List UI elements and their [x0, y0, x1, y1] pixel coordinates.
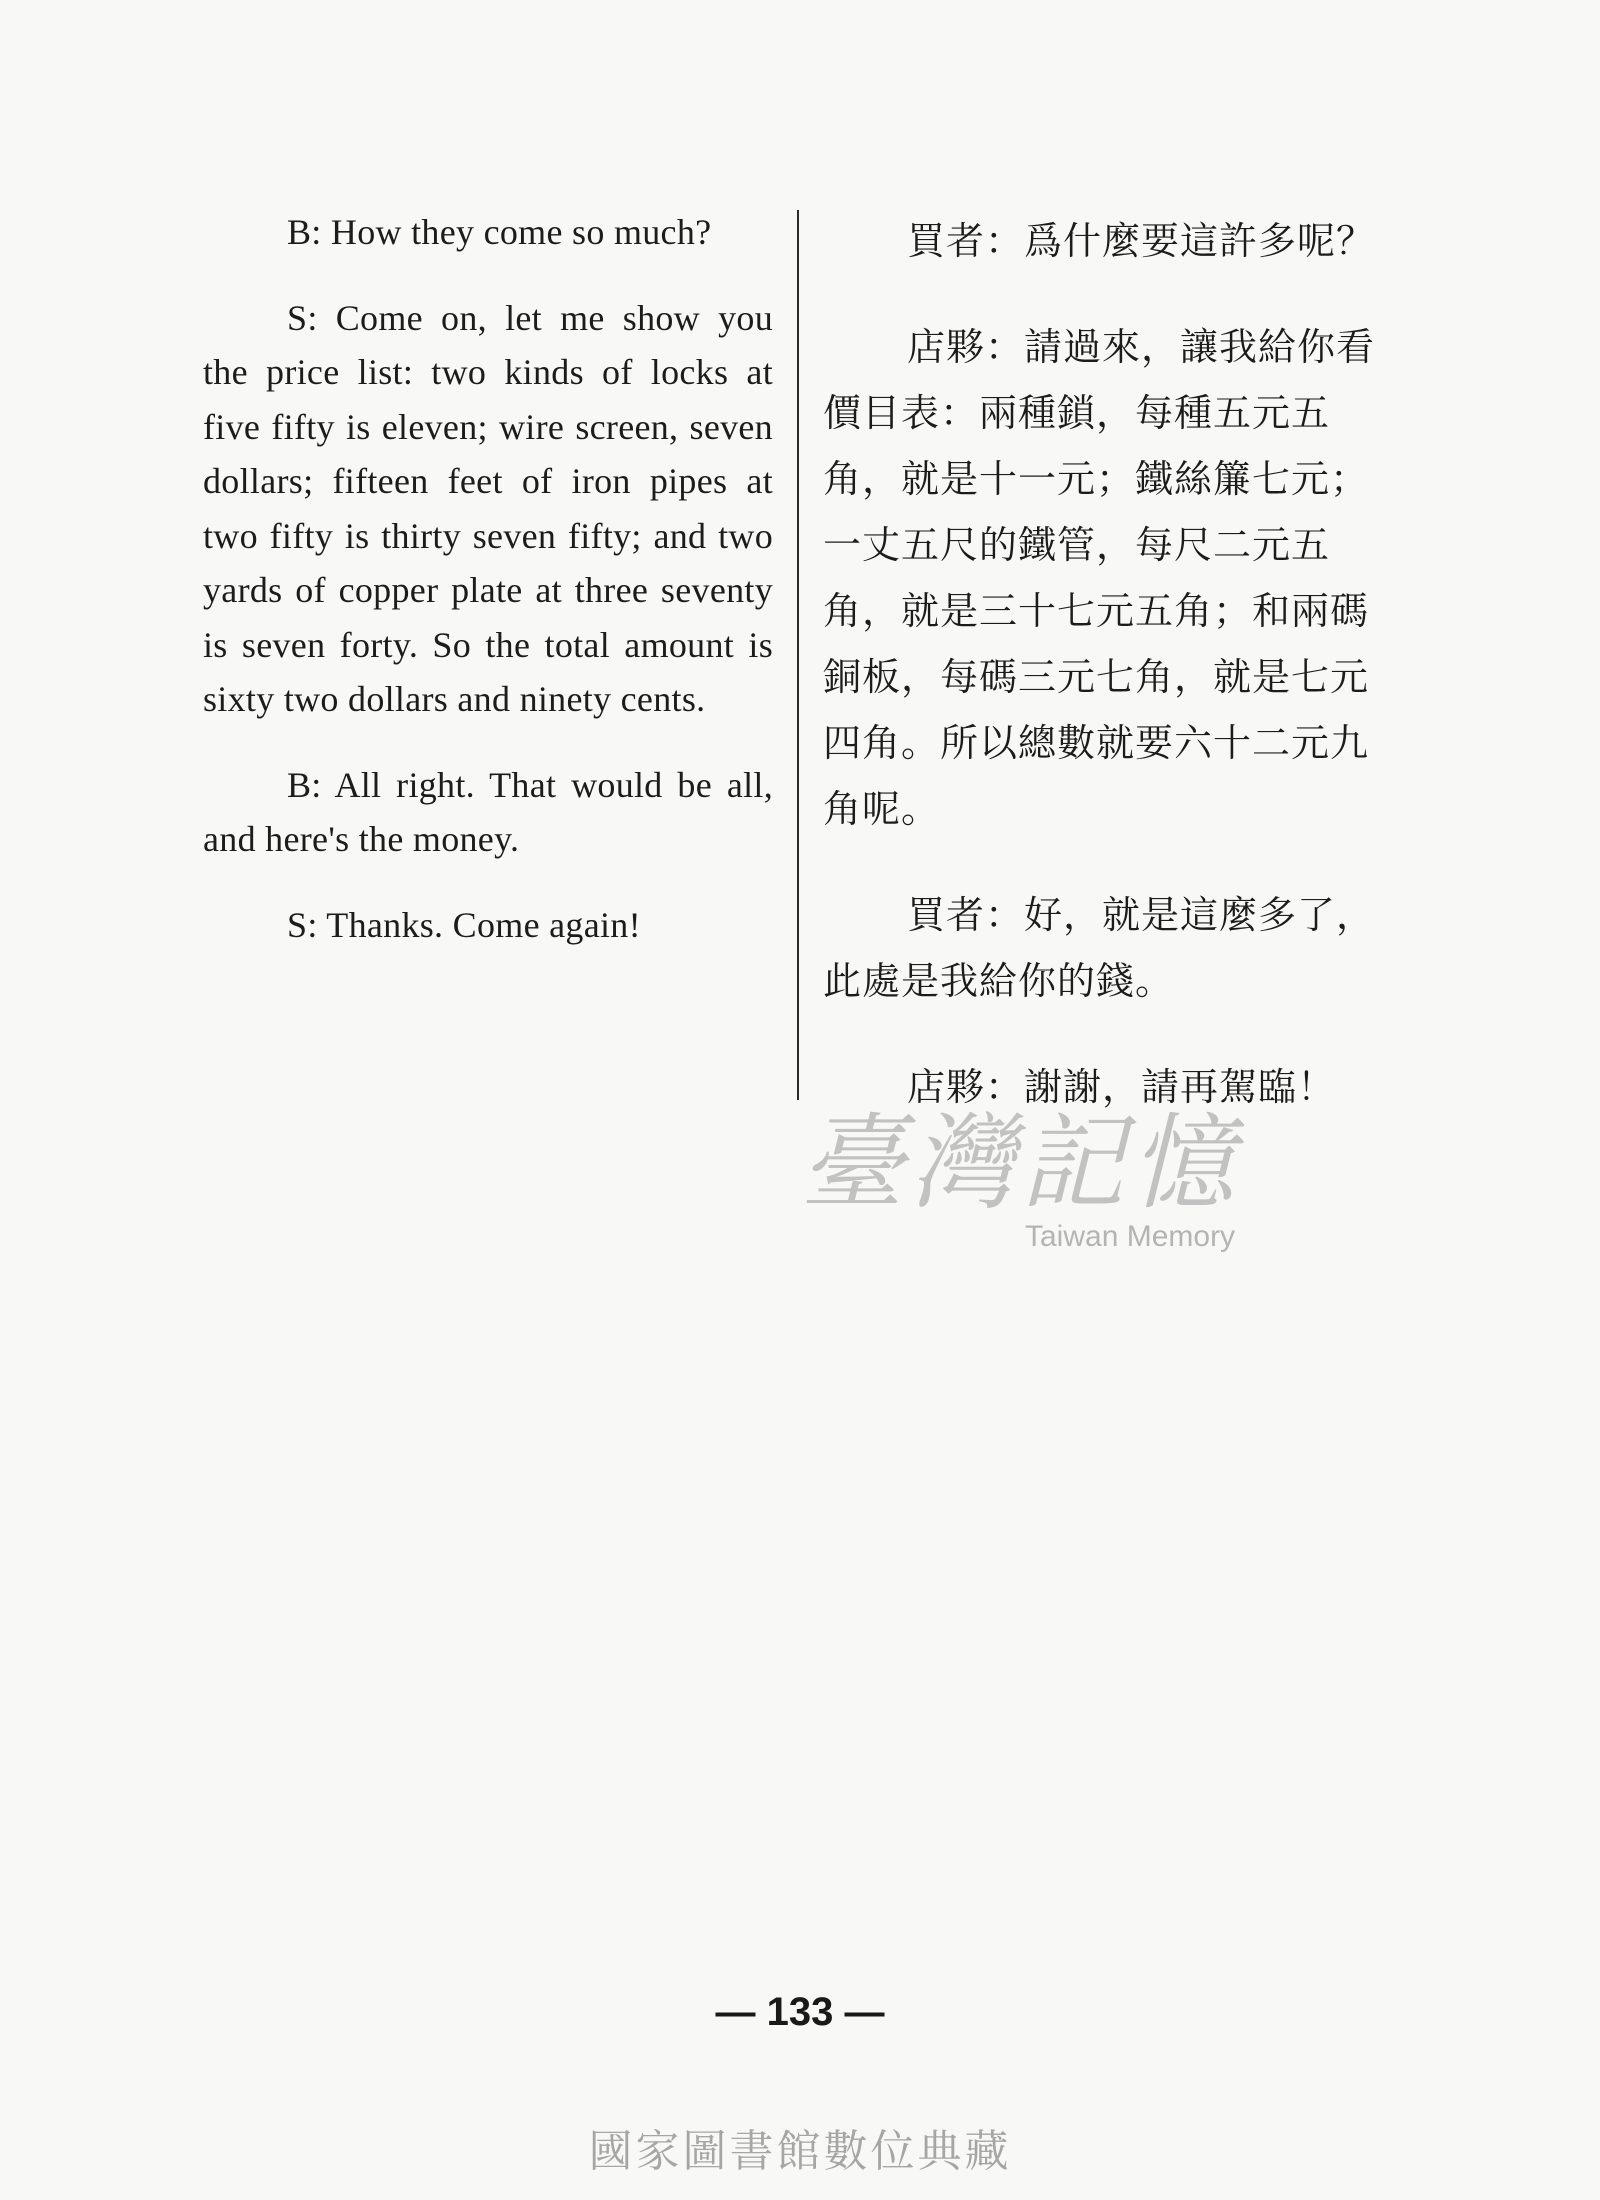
chinese-line-seller-price-list: 店夥：請過來，讓我給你看價目表：兩種鎖，每種五元五角，就是十一元；鐵絲簾七元；一丈五尺的鐵管，每尺二元五角，就是三十七元五角；和兩碼銅板，每碼三元七角，就是七元四角。所以總數就要六十二元九角呢。	[823, 325, 1376, 831]
chinese-line-seller-thanks: 店夥：謝謝，請再駕臨！	[907, 1065, 1337, 1109]
english-line-buyer-agree: B: All right. That would be all, and here's the money.	[203, 764, 773, 859]
english-line-seller-thanks: S: Thanks. Come again!	[287, 904, 641, 945]
chinese-line-buyer-agree: 買者：好，就是這麼多了，此處是我給你的錢。	[823, 893, 1376, 1003]
chinese-line-buyer-question: 買者：爲什麼要這許多呢？	[907, 219, 1376, 263]
english-line-buyer-question: B: How they come so much?	[287, 212, 712, 252]
chinese-column	[823, 208, 1398, 1160]
watermark-english-text: Taiwan Memory	[1025, 1220, 1236, 1253]
library-footer: 國家圖書館數位典藏	[588, 2126, 1012, 2177]
page-number: — 133 —	[715, 1990, 885, 2034]
english-column	[203, 205, 773, 983]
watermark-chinese-text: 臺灣記憶	[800, 1102, 1241, 1224]
taiwan-memory-watermark	[800, 1102, 1270, 1268]
english-line-seller-price-list: S: Come on, let me show you the price list: two kinds of locks at five fifty is eleven; wire screen, seven dollars; fifteen feet of iron pipes at two fifty is thirty seven fifty; and two yards of copper plate at three seventy is seven forty. So the total amount is sixty two dollars and ninety cents.	[203, 297, 773, 719]
column-divider	[797, 210, 799, 1100]
